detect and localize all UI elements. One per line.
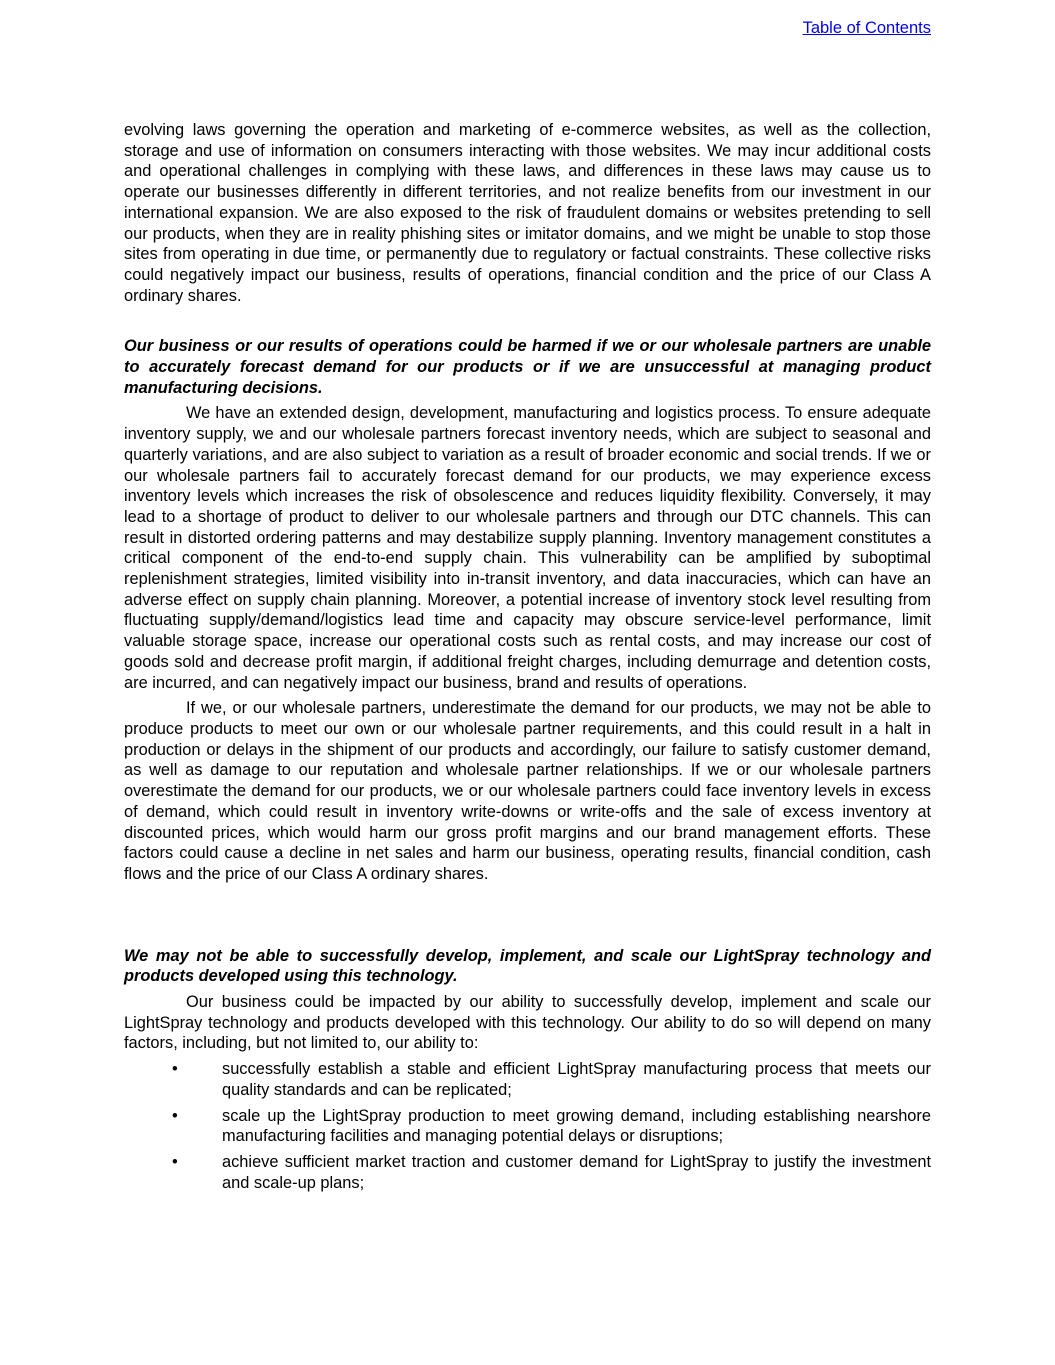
bullet-icon: • bbox=[172, 1106, 178, 1125]
lightspray-paragraph: Our business could be impacted by our ability to successfully develop, implement and scale our LightSpray technology and products developed with this technology. Our ability to do so will depend on many factors, including, but not limited to, our ability to: bbox=[124, 993, 931, 1053]
list-item-text: scale up the LightSpray production to meet growing demand, including establishing nearshore manufacturing facilities and managing potential delays or disruptions; bbox=[222, 1106, 931, 1146]
document-body bbox=[124, 120, 931, 1198]
forecast-risk-heading: Our business or our results of operations could be harmed if we or our wholesale partners are unable to accurately forecast demand for our products or if we are unsuccessful at managing product manufacturing decisions. bbox=[124, 337, 931, 397]
list-item bbox=[124, 1059, 931, 1100]
list-item-text: achieve sufficient market traction and customer demand for LightSpray to justify the investment and scale-up plans; bbox=[222, 1152, 931, 1192]
list-item-text: successfully establish a stable and efficient LightSpray manufacturing process that meets our quality standards and can be replicated; bbox=[222, 1060, 931, 1099]
forecast-paragraph-1: We have an extended design, development, manufacturing and logistics process. To ensure adequate inventory supply, we and our wholesale partners forecast inventory needs, which are subject to seasonal and quarterly variations, and are also subject to variation as a result of broader economic and social trends. If we or our wholesale partners fail to accurately forecast demand for our products, we may experience excess inventory levels which increases the risk of obsolescence and reduces liquidity flexibility. Conversely, it may lead to a shortage of product to deliver to our wholesale partners and through our DTC channels. This can result in distorted ordering patterns and may destabilize supply planning. Inventory management constitutes a critical component of the end-to-end supply chain. This vulnerability can be amplified by suboptimal replenishment strategies, limited visibility into in-transit inventory, and data inaccuracies, which can have an adverse effect on supply chain planning. Moreover, a potential increase of inventory stock level resulting from fluctuating supply/demand/logistics lead time and capacity may obscure service-level performance, limit valuable storage space, increase our operational costs such as rental costs, and may increase our cost of goods sold and decrease profit margin, if additional freight charges, including demurrage and detention costs, are incurred, and can negatively impact our business, brand and results of operations. bbox=[124, 404, 931, 692]
list-item bbox=[124, 1106, 931, 1147]
list-item bbox=[124, 1152, 931, 1193]
bullet-icon: • bbox=[172, 1152, 178, 1171]
lightspray-risk-heading: We may not be able to successfully develop, implement, and scale our LightSpray technology and products developed using this technology. bbox=[124, 946, 931, 986]
table-of-contents-link[interactable]: Table of Contents bbox=[802, 19, 931, 37]
lightspray-bullet-list bbox=[124, 1059, 931, 1193]
intro-paragraph: evolving laws governing the operation and marketing of e-commerce websites, as well as the collection, storage and use of information on consumers interacting with those websites. We may incur additional costs and operational challenges in complying with these laws, and differences in these laws may cause us to operate our businesses differently in different territories, and not realize benefits from our investment in our international expansion. We are also exposed to the risk of fraudulent domains or websites pretending to sell our products, when they are in reality phishing sites or imitator domains, and we might be unable to stop those sites from operating in due time, or permanently due to regulatory or factual constraints. These collective risks could negatively impact our business, results of operations, financial condition and the price of our Class A ordinary shares. bbox=[124, 121, 931, 305]
forecast-paragraph-2: If we, or our wholesale partners, underestimate the demand for our products, we may not be able to produce products to meet our own or our wholesale partner requirements, and this could result in a halt in production or delays in the shipment of our products and accordingly, our failure to satisfy customer demand, as well as damage to our reputation and wholesale partner relationships. If we or our wholesale partners overestimate the demand for our products, we or our wholesale partners could face inventory levels in excess of demand, which could result in inventory write-downs or write-offs and the sale of excess inventory at discounted prices, which would harm our gross profit margins and our brand management efforts. These factors could cause a decline in net sales and harm our business, operating results, financial condition, cash flows and the price of our Class A ordinary shares. bbox=[124, 699, 931, 883]
bullet-icon: • bbox=[172, 1060, 178, 1079]
